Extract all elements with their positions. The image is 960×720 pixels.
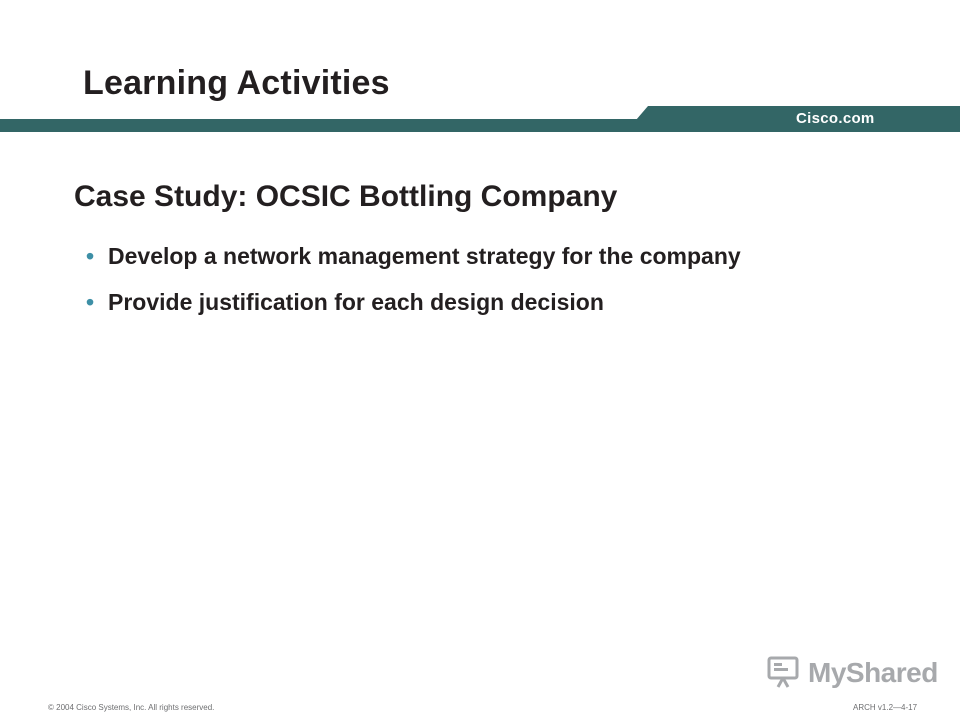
bullet-dot-icon: • (86, 289, 95, 315)
bullet-text: Provide justification for each design decision (108, 289, 604, 315)
footer-copyright: © 2004 Cisco Systems, Inc. All rights reserved. (48, 703, 215, 712)
bullet-item (86, 240, 886, 272)
bullet-list (86, 240, 886, 332)
watermark-text: MyShared (808, 657, 938, 688)
bullet-item (86, 286, 886, 318)
bullet-dot-icon: • (86, 243, 95, 269)
slide-title: Learning Activities (83, 64, 390, 102)
bullet-text: Develop a network management strategy for the company (108, 243, 741, 269)
presentation-icon (766, 654, 802, 690)
footer-course-code: ARCH v1.2—4-17 (853, 703, 918, 712)
brand-label: Cisco.com (796, 110, 875, 127)
watermark-logo (766, 654, 938, 694)
case-study-heading: Case Study: OCSIC Bottling Company (74, 180, 618, 213)
